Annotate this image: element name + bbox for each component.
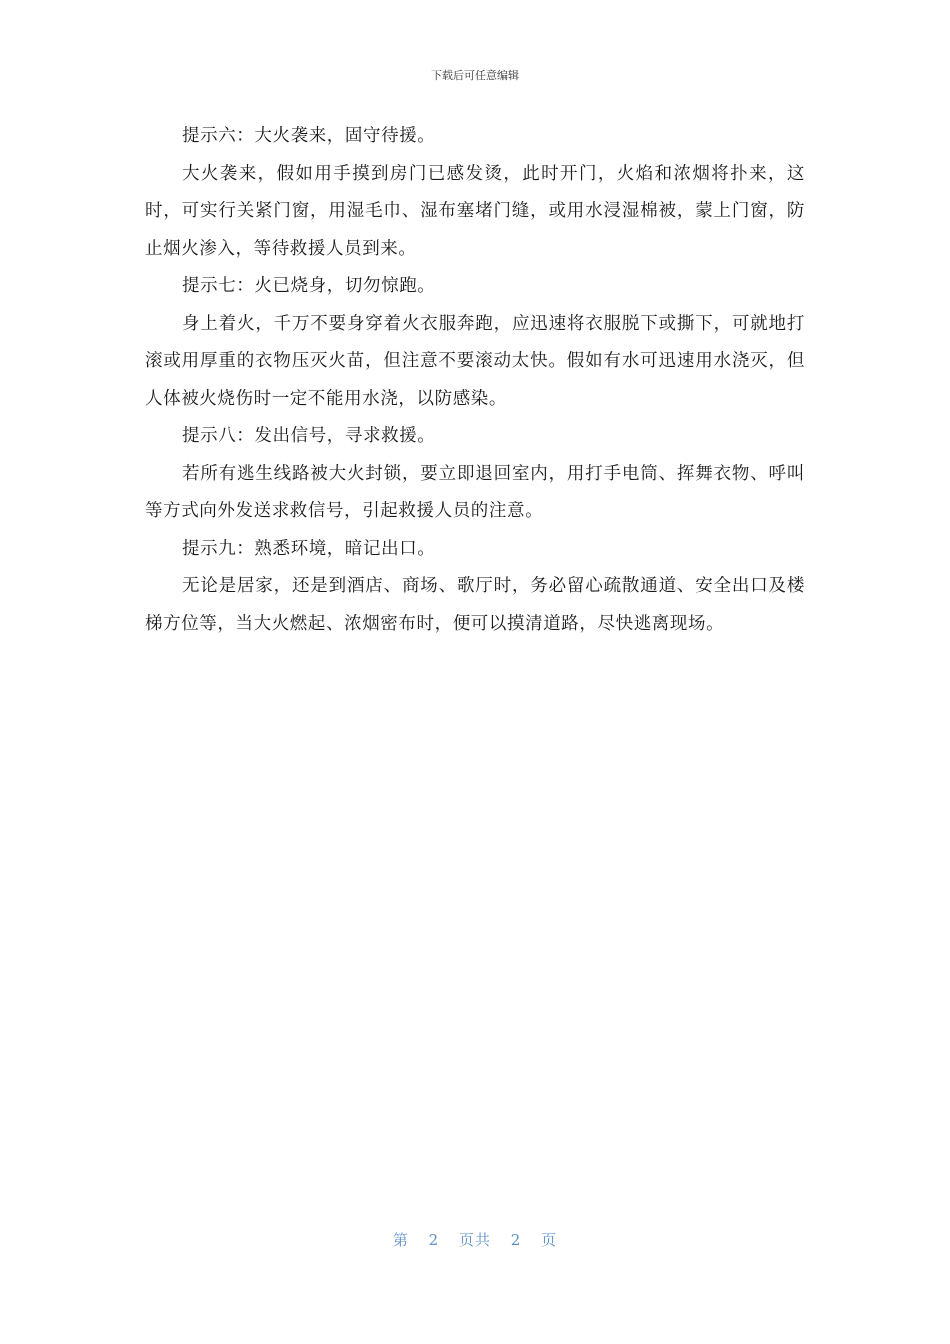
tip-six-heading: 提示六：大火袭来，固守待援。 (182, 126, 436, 146)
page-header-note: 下载后可任意编辑 (431, 69, 519, 82)
footer-middle: 页共 (458, 1231, 491, 1249)
tip-eight-body: 若所有逃生线路被大火封锁，要立即退回室内，用打手电筒、挥舞衣物、呼叫等方式向外发送求救信号，引起救援人员的注意。 (145, 463, 805, 521)
tip-eight-heading: 提示八：发出信号，寻求救援。 (182, 426, 436, 446)
tip-six-body: 大火袭来，假如用手摸到房门已感发烫，此时开门，火焰和浓烟将扑来，这时，可实行关紧门窗，用湿毛巾、湿布塞堵门缝，或用水浸湿棉被，蒙上门窗，防止烟火渗入，等待救援人员到来。 (145, 163, 805, 259)
footer-total-pages: 2 (510, 1231, 522, 1249)
footer-suffix: 页 (541, 1231, 558, 1249)
tip-seven-heading: 提示七：火已烧身，切勿惊跑。 (182, 276, 436, 296)
footer-current-page: 2 (428, 1231, 440, 1249)
tip-seven-body: 身上着火，千万不要身穿着火衣服奔跑，应迅速将衣服脱下或撕下，可就地打滚或用厚重的衣物压灭火苗，但注意不要滚动太快。假如有水可迅速用水浇灭，但人体被火烧伤时一定不能用水浇，以防感染。 (145, 313, 805, 409)
tip-nine-body: 无论是居家，还是到酒店、商场、歌厅时，务必留心疏散通道、安全出口及楼梯方位等，当大火燃起、浓烟密布时，便可以摸清道路，尽快逃离现场。 (145, 576, 805, 634)
footer-prefix: 第 (392, 1231, 409, 1249)
page-number-footer (0, 1229, 950, 1250)
document-body (145, 118, 805, 643)
tip-nine-heading: 提示九：熟悉环境，暗记出口。 (182, 538, 436, 559)
